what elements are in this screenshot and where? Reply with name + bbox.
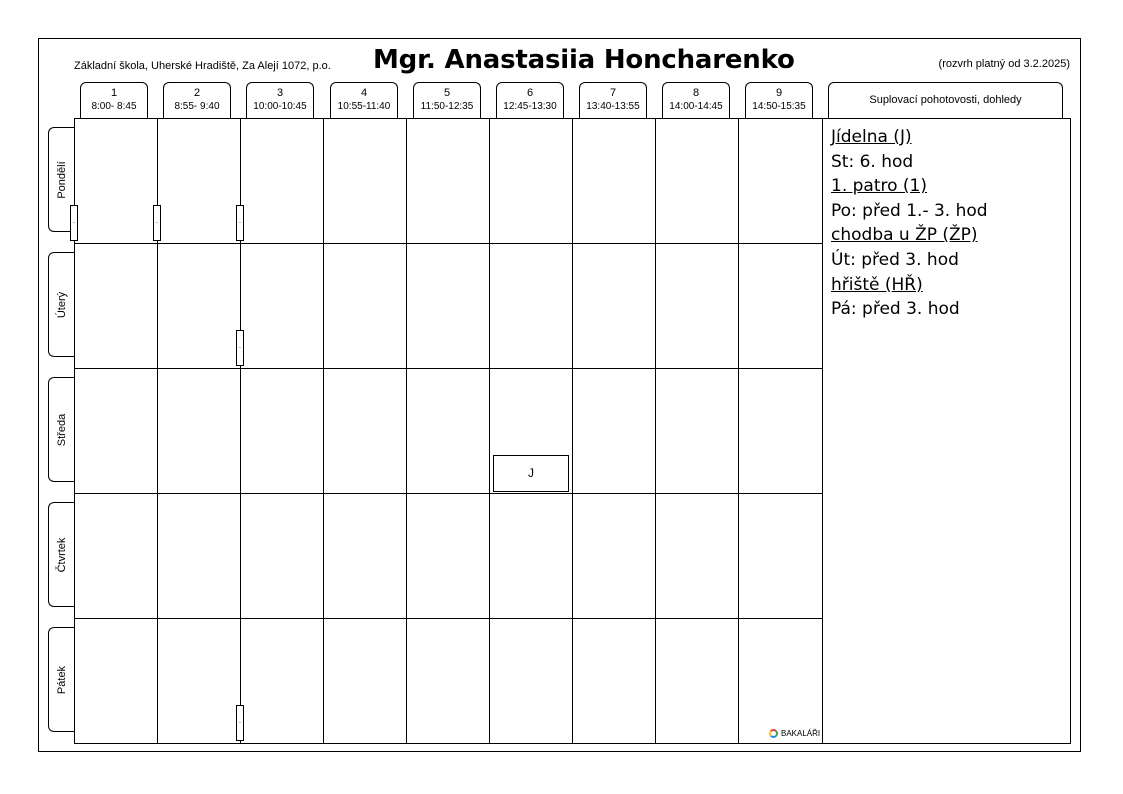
bakalari-logo-icon: [769, 729, 778, 738]
period-number: 4: [360, 87, 368, 99]
timetable-grid: [74, 118, 822, 744]
period-number: 9: [775, 87, 783, 99]
grid-column-line: [323, 118, 324, 744]
grid-column-line: [655, 118, 656, 744]
duty-time: Po: před 1.- 3. hod: [831, 200, 988, 221]
supervision-header: Suplovací pohotovosti, dohledy: [828, 82, 1063, 118]
period-number: 8: [692, 87, 700, 99]
period-time: 14:00-14:45: [669, 101, 723, 112]
period-number: 1: [110, 87, 118, 99]
day-label: Středa: [55, 413, 68, 446]
duty-location: 1. patro (1): [831, 176, 927, 197]
supervision-marker[interactable]: -: [236, 205, 244, 241]
duty-time: St: 6. hod: [831, 151, 914, 172]
period-tab-5: [413, 82, 481, 118]
supervision-marker[interactable]: -: [236, 330, 244, 366]
grid-column-line: [489, 118, 490, 744]
grid-row-line: [74, 618, 822, 619]
day-label: Čtvrtek: [55, 537, 68, 572]
duty-location: Jídelna (J): [831, 127, 912, 147]
period-time: 10:00-10:45: [253, 101, 307, 112]
period-number: 6: [526, 87, 534, 99]
period-time: 13:40-13:55: [586, 101, 640, 112]
logo-text: BAKALÁŘI: [781, 729, 821, 738]
supervision-notes: [831, 125, 988, 322]
school-name: Základní škola, Uherské Hradiště, Za Alejí 1072, p.o.: [74, 60, 331, 72]
grid-column-line: [406, 118, 407, 744]
day-tab-thursday: [48, 502, 74, 607]
day-label: Pátek: [55, 665, 68, 694]
period-tab-4: [330, 82, 398, 118]
day-label: Pondělí: [55, 160, 68, 199]
period-tab-3: [246, 82, 314, 118]
grid-row-line: [74, 743, 822, 744]
lesson-cell[interactable]: J: [493, 455, 569, 492]
validity-note: (rozvrh platný od 3.2.2025): [938, 58, 1070, 70]
supervision-marker[interactable]: -: [153, 205, 161, 241]
period-time: 11:50-12:35: [420, 101, 474, 112]
duty-location: hřiště (HŘ): [831, 274, 923, 295]
duty-time: Pá: před 3. hod: [831, 299, 960, 320]
grid-row-line: [74, 243, 822, 244]
grid-row-line: [74, 368, 822, 369]
grid-row-line: [74, 493, 822, 494]
period-time: 14:50-15:35: [752, 101, 806, 112]
supervision-marker[interactable]: -: [236, 705, 244, 741]
period-time: 8:55- 9:40: [174, 101, 220, 112]
period-number: 2: [193, 87, 201, 99]
period-tab-2: [163, 82, 231, 118]
period-number: 7: [609, 87, 617, 99]
grid-column-line: [738, 118, 739, 744]
duty-location: chodba u ŽP (ŽP): [831, 225, 978, 246]
day-tab-tuesday: [48, 252, 74, 357]
bakalari-logo: [769, 729, 820, 738]
supervision-marker[interactable]: -: [70, 205, 78, 241]
period-time: 8:00- 8:45: [91, 101, 137, 112]
period-tab-7: [579, 82, 647, 118]
duty-time: Út: před 3. hod: [831, 249, 959, 270]
grid-column-line: [572, 118, 573, 744]
period-tab-8: [662, 82, 730, 118]
period-number: 5: [443, 87, 451, 99]
period-number: 3: [276, 87, 284, 99]
period-time: 10:55-11:40: [337, 101, 391, 112]
period-tab-1: [80, 82, 148, 118]
day-tab-wednesday: [48, 377, 74, 482]
day-label: Úterý: [55, 291, 68, 318]
teacher-name: Mgr. Anastasiia Honcharenko: [373, 45, 795, 75]
period-time: 12:45-13:30: [503, 101, 557, 112]
period-tab-6: [496, 82, 564, 118]
period-tab-9: [745, 82, 813, 118]
day-tab-friday: [48, 627, 74, 732]
